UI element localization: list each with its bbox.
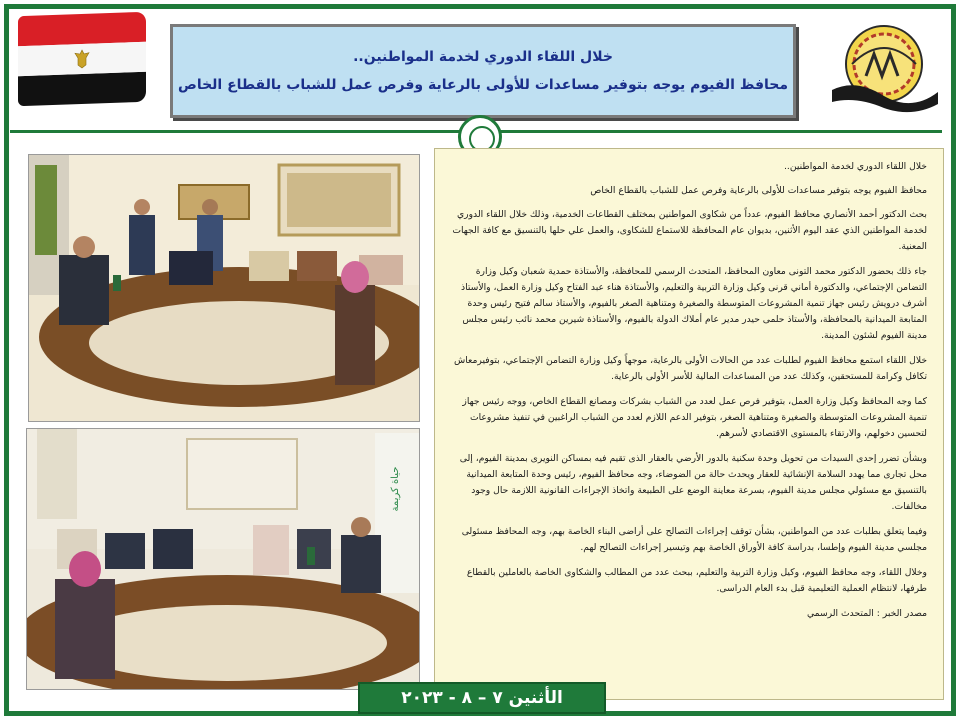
article-paragraph: خلال اللقاء استمع محافظ الفيوم لطلبات عدد من الحالات الأولى بالرعاية، موجهاً وكيل وزارة التضامن الإجتماعي، بتوفيرمعاش تكافل وكرامة للمستحقين، وكذلك عدد من المساعدات المالية للأسر الأولى بالرعاية. [454, 355, 927, 382]
meeting-photo-bottom-image [27, 429, 420, 690]
headline-line-1: خلال اللقاء الدوري لخدمة المواطنين.. [353, 49, 613, 65]
article-body [434, 148, 944, 700]
article-paragraph: وبشأن تضرر إحدى السيدات من تحويل وحدة سكنية بالدور الأرضي بالعقار الذى تقيم فيه بمساكن النويرى بمدينة الفيوم، إلى محل تجارى مما يهدد السلامة الإنشائية للعقار ويحدث حالة من الضوضاء، وجه محافظ الفيوم، رئيس وحدة المتابعة الميدانية بالتنسيق مع مسئولي مجلس مدينة الفيوم، بسرعة معاينة الوضع على الطبيعة واتخاذ الإجراءات القانونية اللازمة حال وجود مخالفات. [459, 453, 927, 512]
meeting-photo-top [28, 154, 420, 422]
meeting-photo-bottom [26, 428, 420, 690]
eagle-icon [73, 49, 91, 70]
article-paragraph: خلال اللقاء الدوري لخدمة المواطنين.. [784, 161, 927, 172]
article-paragraph: وخلال اللقاء، وجه محافظ الفيوم، وكيل وزارة التربية والتعليم، ببحث عدد من المطالب والشكاوى الخاصة بالعاملين بالقطاع طرفها، لانتظام العملية التعليمية قبل بدء العام الدراسى. [466, 567, 927, 594]
egypt-flag-icon [18, 12, 146, 108]
fayoum-governorate-logo-icon [826, 18, 944, 118]
article-paragraph: جاء ذلك بحضور الدكتور محمد التونى معاون المحافظ، المتحدث الرسمي للمحافظة، والأستاذة حمدية شعبان وكيل وزارة التضامن الإجتماعي، والدكتورة أماني قرنى وكيل وزارة التربية والتعليم، والأستاذة هناء عبد الفتاح وكيل وزارة العمل، والأستاذ أشرف درويش رئيس جهاز تنمية المشروعات المتوسطة والصغيرة ومتناهية الصغر بالفيوم، والأستاذ سالم فتيح رئيس وحدة المتابعة الميدانية بالمحافظة، والأستاذ حلمى حيدر مدير عام أملاك الدولة بالفيوم، والأستاذة شيرين محمد نائب رئيس مجلس مدينة الفيوم لشئون المدينة. [460, 266, 927, 341]
headline-box [170, 24, 796, 118]
article-paragraph: وفيما يتعلق بطلبات عدد من المواطنين، بشأن توقف إجراءات التصالح على أراضى البناء الخاصة بهم، وجه المحافظ مسئولى مجلسي مدينة الفيوم وإطسا، بدراسة كافة الأوراق الخاصة بهم وتيسير إجراءات التصالح لهم. [461, 526, 927, 553]
article-paragraph: محافظ الفيوم يوجه بتوفير مساعدات للأولى بالرعاية وفرص عمل للشباب بالقطاع الخاص [590, 185, 927, 196]
meeting-photo-top-image [29, 155, 420, 422]
photo-banner-text: حياة كريمة [390, 466, 401, 512]
headline-line-2: محافظ الفيوم يوجه بتوفير مساعدات للأولى بالرعاية وفرص عمل للشباب بالقطاع الخاص [177, 77, 789, 93]
article-paragraph: بحث الدكتور أحمد الأنصاري محافظ الفيوم، عدداً من شكاوى المواطنين بمختلف القطاعات الخدمية، وذلك خلال اللقاء الدوري لخدمة المواطنين الذي عقد اليوم الأثنين، بديوان عام المحافظة للاستماع للشكاوى، والعمل علي حلها بالتنسيق مع كافة الجهات المعنية. [452, 209, 927, 252]
article-source: مصدر الخبر : المتحدث الرسمي [807, 608, 927, 619]
article-paragraph: كما وجه المحافظ وكيل وزارة العمل، بتوفير فرص عمل لعدد من الشباب بشركات ومصانع القطاع الخاص، ووجه رئيس جهاز تنمية المشروعات المتوسطة والصغيرة ومتناهية الصغر، بتوفير الدعم اللازم لعدد من الشباب الراغبين في تنفيذ مشروعات لتحسين دخولهم، والارتقاء بالمستوى الاقتصادي لأسرهم. [462, 396, 927, 439]
date-banner: الأثنين ٧ – ٨ - ٢٠٢٣ [358, 682, 606, 714]
